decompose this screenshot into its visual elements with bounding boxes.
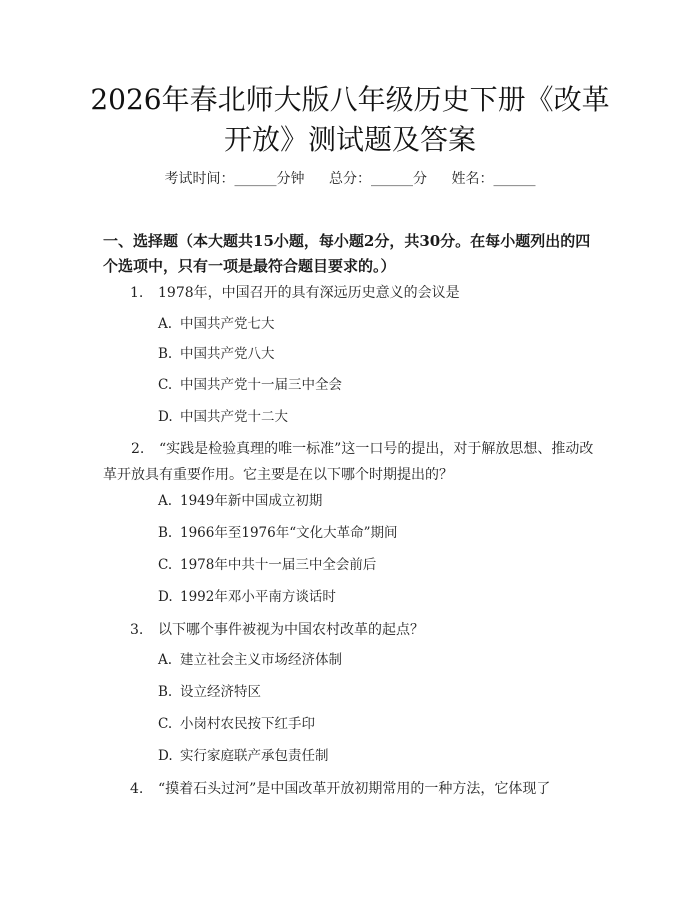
question-text: 以下哪个事件被视为中国农村改革的起点？: [158, 622, 424, 638]
student-name-label: 姓名：______: [451, 171, 536, 187]
option-text: 设立经济特区: [180, 684, 261, 700]
option-1d: [158, 407, 288, 427]
option-letter: A.: [158, 316, 173, 332]
section-heading: 一、选择题（本大题共15小题，每小题2分，共30分。在每小题列出的四个选项中，只有一项是最符合题目要求的。）: [103, 232, 591, 275]
option-text: 1966年至1976年“文化大革命”期间: [180, 525, 398, 541]
option-letter: B.: [158, 525, 173, 541]
question-number: 1.: [130, 285, 144, 301]
question-3: [130, 617, 424, 643]
question-text: 1978年，中国召开的具有深远历史意义的会议是: [158, 285, 460, 301]
option-text: 中国共产党七大: [180, 316, 275, 332]
option-text: 1992年邓小平南方谈话时: [180, 589, 336, 605]
option-1b: [158, 344, 275, 364]
option-letter: A.: [158, 652, 173, 668]
option-1c: [158, 375, 342, 395]
option-3b: [158, 682, 261, 702]
option-text: 中国共产党十一届三中全会: [180, 377, 342, 393]
exam-info: [0, 168, 700, 188]
option-text: 实行家庭联产承包责任制: [180, 748, 329, 764]
question-number: 4.: [130, 781, 144, 797]
question-4: [130, 776, 550, 802]
option-2c: [158, 555, 376, 575]
option-2d: [158, 587, 336, 607]
option-text: 中国共产党十二大: [180, 409, 288, 425]
question-number: 3.: [130, 622, 144, 638]
option-text: 建立社会主义市场经济体制: [180, 652, 342, 668]
question-text: “实践是检验真理的唯一标准”这一口号的提出，对于解放思想、推动改革开放具有重要作用。它主要是在以下哪个时期提出的？: [103, 441, 594, 483]
exam-time-label: 考试时间：______分钟: [164, 171, 305, 187]
option-2b: [158, 523, 398, 543]
option-letter: C.: [158, 716, 173, 732]
question-1: [130, 280, 460, 306]
option-letter: D.: [158, 409, 173, 425]
option-letter: D.: [158, 589, 173, 605]
option-text: 1949年新中国成立初期: [180, 493, 323, 509]
option-3c: [158, 714, 315, 734]
option-letter: C.: [158, 377, 173, 393]
option-letter: C.: [158, 557, 173, 573]
option-text: 中国共产党八大: [180, 346, 275, 362]
document-title: 2026年春北师大版八年级历史下册《改革开放》测试题及答案: [90, 83, 610, 156]
question-text: “摸着石头过河”是中国改革开放初期常用的一种方法，它体现了: [158, 781, 551, 797]
question-number: 2.: [131, 441, 145, 457]
option-2a: [158, 491, 322, 511]
option-text: 1978年中共十一届三中全会前后: [180, 557, 377, 573]
option-1a: [158, 314, 275, 334]
option-letter: D.: [158, 748, 173, 764]
option-letter: B.: [158, 684, 173, 700]
option-letter: A.: [158, 493, 173, 509]
option-3d: [158, 746, 329, 766]
total-score-label: 总分：______分: [329, 171, 427, 187]
option-3a: [158, 650, 342, 670]
option-letter: B.: [158, 346, 173, 362]
option-text: 小岗村农民按下红手印: [180, 716, 315, 732]
question-2: [103, 436, 601, 488]
